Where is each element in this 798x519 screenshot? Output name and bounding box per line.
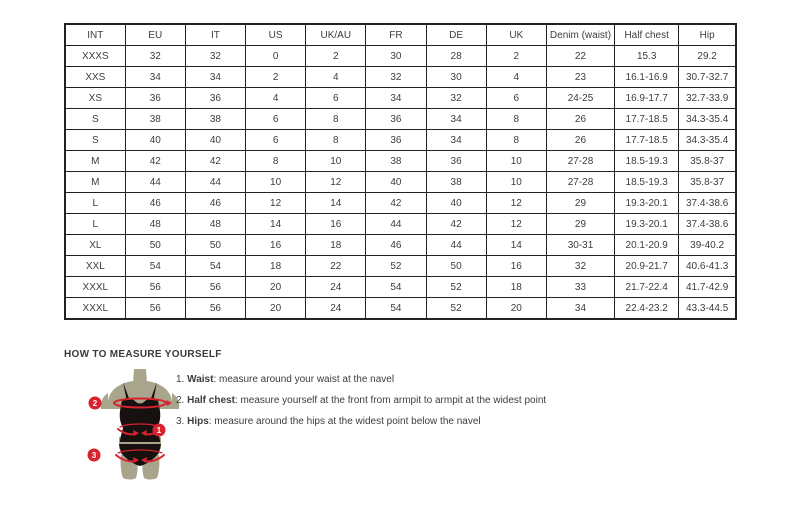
table-row — [65, 193, 736, 214]
table-cell: 50 — [185, 235, 245, 256]
table-cell: 40 — [185, 130, 245, 151]
table-cell: XXXL — [65, 277, 125, 298]
table-cell: 38 — [366, 151, 426, 172]
table-row — [65, 67, 736, 88]
table-cell: 42 — [185, 151, 245, 172]
table-cell: 48 — [185, 214, 245, 235]
table-cell: 2 — [486, 46, 546, 67]
table-cell: 46 — [125, 193, 185, 214]
table-cell: 20 — [246, 277, 306, 298]
table-cell: 18 — [246, 256, 306, 277]
table-cell: XXS — [65, 67, 125, 88]
table-cell: 22 — [546, 46, 614, 67]
table-cell: 30.7-32.7 — [679, 67, 736, 88]
step-text: : measure yourself at the front from armpit to armpit at the widest point — [234, 395, 547, 406]
table-cell: 56 — [185, 298, 245, 320]
column-header: UK/AU — [306, 24, 366, 46]
table-cell: 38 — [426, 172, 486, 193]
table-cell: 34 — [185, 67, 245, 88]
table-cell: 40.6-41.3 — [679, 256, 736, 277]
table-cell: 10 — [246, 172, 306, 193]
measure-steps — [176, 369, 546, 432]
table-cell: 50 — [125, 235, 185, 256]
table-cell: XXL — [65, 256, 125, 277]
step-number: 1. — [176, 374, 185, 385]
table-cell: 44 — [185, 172, 245, 193]
table-cell: M — [65, 172, 125, 193]
table-row — [65, 46, 736, 67]
table-cell: 36 — [426, 151, 486, 172]
table-cell: L — [65, 193, 125, 214]
table-row — [65, 235, 736, 256]
table-cell: 34 — [125, 67, 185, 88]
table-cell: 52 — [426, 277, 486, 298]
table-cell: 18.5-19.3 — [615, 172, 679, 193]
table-cell: 14 — [306, 193, 366, 214]
table-row — [65, 109, 736, 130]
camisole-bodice — [120, 398, 161, 442]
step-text: : measure around your waist at the navel — [213, 374, 395, 385]
table-cell: 32 — [546, 256, 614, 277]
table-cell: 32 — [185, 46, 245, 67]
table-cell: 18 — [306, 235, 366, 256]
table-cell: 27-28 — [546, 151, 614, 172]
table-cell: 36 — [185, 88, 245, 109]
step-label: Waist — [187, 374, 214, 385]
table-cell: 19.3-20.1 — [615, 214, 679, 235]
table-cell: 24 — [306, 298, 366, 320]
table-cell: 44 — [125, 172, 185, 193]
marker-number-waist: 1 — [156, 426, 162, 435]
step-text: : measure around the hips at the widest point below the navel — [208, 416, 481, 427]
table-cell: 16.9-17.7 — [615, 88, 679, 109]
table-cell: XS — [65, 88, 125, 109]
table-cell: 35.8-37 — [679, 151, 736, 172]
table-cell: 39-40.2 — [679, 235, 736, 256]
step-label: Hips — [187, 416, 209, 427]
table-cell: 8 — [486, 109, 546, 130]
table-cell: 29 — [546, 214, 614, 235]
table-cell: 12 — [486, 214, 546, 235]
table-cell: 37.4-38.6 — [679, 193, 736, 214]
step-label: Half chest — [187, 395, 235, 406]
table-row — [65, 172, 736, 193]
table-cell: 54 — [366, 277, 426, 298]
measure-step-waist — [176, 369, 546, 390]
table-cell: 20 — [246, 298, 306, 320]
table-cell: 42 — [125, 151, 185, 172]
table-cell: 30-31 — [546, 235, 614, 256]
table-cell: 32 — [125, 46, 185, 67]
table-cell: 37.4-38.6 — [679, 214, 736, 235]
table-cell: 8 — [306, 130, 366, 151]
column-header: IT — [185, 24, 245, 46]
column-header: INT — [65, 24, 125, 46]
table-cell: 14 — [486, 235, 546, 256]
table-cell: 48 — [125, 214, 185, 235]
figure-left-arm-stub — [101, 393, 108, 409]
table-cell: 52 — [426, 298, 486, 320]
table-cell: 26 — [546, 109, 614, 130]
table-cell: 20 — [486, 298, 546, 320]
table-cell: XL — [65, 235, 125, 256]
table-cell: 12 — [486, 193, 546, 214]
table-cell: 46 — [185, 193, 245, 214]
table-cell: 24-25 — [546, 88, 614, 109]
table-cell: 10 — [486, 172, 546, 193]
table-cell: 56 — [185, 277, 245, 298]
table-cell: 24 — [306, 277, 366, 298]
table-cell: 40 — [426, 193, 486, 214]
body-measurement-illustration-icon — [86, 369, 190, 481]
table-cell: 21.7-22.4 — [615, 277, 679, 298]
table-cell: 54 — [366, 298, 426, 320]
table-cell: 0 — [246, 46, 306, 67]
table-cell: 34 — [366, 88, 426, 109]
table-cell: 34 — [426, 109, 486, 130]
step-number: 2. — [176, 395, 185, 406]
table-cell: 2 — [306, 46, 366, 67]
table-cell: 36 — [125, 88, 185, 109]
table-cell: 52 — [366, 256, 426, 277]
table-cell: 20.1-20.9 — [615, 235, 679, 256]
table-cell: 38 — [125, 109, 185, 130]
table-cell: 8 — [246, 151, 306, 172]
column-header: DE — [426, 24, 486, 46]
table-cell: 30 — [426, 67, 486, 88]
table-cell: 56 — [125, 298, 185, 320]
table-cell: 32 — [366, 67, 426, 88]
table-cell: 16 — [306, 214, 366, 235]
table-cell: 27-28 — [546, 172, 614, 193]
column-header: US — [246, 24, 306, 46]
table-cell: 34.3-35.4 — [679, 130, 736, 151]
step-number: 3. — [176, 416, 185, 427]
measurement-figure — [86, 369, 190, 481]
size-chart-body — [65, 46, 736, 320]
column-header: UK — [486, 24, 546, 46]
table-row — [65, 298, 736, 320]
table-cell: 32 — [426, 88, 486, 109]
table-cell: S — [65, 130, 125, 151]
table-cell: 30 — [366, 46, 426, 67]
table-cell: 6 — [246, 109, 306, 130]
table-cell: 33 — [546, 277, 614, 298]
table-cell: 4 — [246, 88, 306, 109]
table-cell: 42 — [366, 193, 426, 214]
table-cell: 44 — [366, 214, 426, 235]
table-cell: 34 — [546, 298, 614, 320]
table-cell: 18.5-19.3 — [615, 151, 679, 172]
table-cell: 17.7-18.5 — [615, 109, 679, 130]
table-cell: 56 — [125, 277, 185, 298]
table-cell: 35.8-37 — [679, 172, 736, 193]
table-cell: 6 — [486, 88, 546, 109]
table-cell: 29 — [546, 193, 614, 214]
table-cell: XXXL — [65, 298, 125, 320]
table-cell: 40 — [366, 172, 426, 193]
table-cell: 12 — [306, 172, 366, 193]
table-cell: 40 — [125, 130, 185, 151]
table-cell: 6 — [306, 88, 366, 109]
column-header: Half chest — [615, 24, 679, 46]
table-cell: 6 — [246, 130, 306, 151]
table-row — [65, 214, 736, 235]
table-cell: 23 — [546, 67, 614, 88]
table-cell: 54 — [185, 256, 245, 277]
table-cell: 29.2 — [679, 46, 736, 67]
table-row — [65, 256, 736, 277]
table-cell: 44 — [426, 235, 486, 256]
marker-number-chest: 2 — [92, 399, 98, 408]
table-row — [65, 277, 736, 298]
table-cell: 2 — [246, 67, 306, 88]
table-cell: 16 — [246, 235, 306, 256]
table-cell: 4 — [306, 67, 366, 88]
table-cell: 16 — [486, 256, 546, 277]
table-cell: 36 — [366, 130, 426, 151]
table-cell: 4 — [486, 67, 546, 88]
table-cell: 8 — [306, 109, 366, 130]
table-cell: S — [65, 109, 125, 130]
table-cell: 50 — [426, 256, 486, 277]
table-cell: L — [65, 214, 125, 235]
measure-step-hips — [176, 411, 546, 432]
table-cell: 12 — [246, 193, 306, 214]
table-row — [65, 88, 736, 109]
column-header: FR — [366, 24, 426, 46]
size-chart-header-row — [65, 24, 736, 46]
table-cell: 20.9-21.7 — [615, 256, 679, 277]
table-cell: 22.4-23.2 — [615, 298, 679, 320]
table-cell: XXXS — [65, 46, 125, 67]
column-header: Denim (waist) — [546, 24, 614, 46]
table-cell: 41.7-42.9 — [679, 277, 736, 298]
table-cell: 43.3-44.5 — [679, 298, 736, 320]
table-cell: 18 — [486, 277, 546, 298]
measure-step-half-chest — [176, 390, 546, 411]
table-cell: 36 — [366, 109, 426, 130]
table-cell: 46 — [366, 235, 426, 256]
table-cell: 26 — [546, 130, 614, 151]
table-cell: 17.7-18.5 — [615, 130, 679, 151]
table-cell: 14 — [246, 214, 306, 235]
table-cell: 8 — [486, 130, 546, 151]
table-cell: 34.3-35.4 — [679, 109, 736, 130]
table-cell: 10 — [306, 151, 366, 172]
column-header: EU — [125, 24, 185, 46]
table-cell: 42 — [426, 214, 486, 235]
table-cell: 22 — [306, 256, 366, 277]
column-header: Hip — [679, 24, 736, 46]
table-cell: M — [65, 151, 125, 172]
table-cell: 10 — [486, 151, 546, 172]
table-cell: 19.3-20.1 — [615, 193, 679, 214]
table-cell: 38 — [185, 109, 245, 130]
table-cell: 32.7-33.9 — [679, 88, 736, 109]
table-cell: 54 — [125, 256, 185, 277]
table-cell: 28 — [426, 46, 486, 67]
table-cell: 15.3 — [615, 46, 679, 67]
table-cell: 16.1-16.9 — [615, 67, 679, 88]
size-chart-table — [64, 23, 737, 320]
measure-section-title: HOW TO MEASURE YOURSELF — [64, 349, 222, 360]
table-row — [65, 151, 736, 172]
table-cell: 34 — [426, 130, 486, 151]
marker-number-hips: 3 — [91, 451, 97, 460]
table-row — [65, 130, 736, 151]
